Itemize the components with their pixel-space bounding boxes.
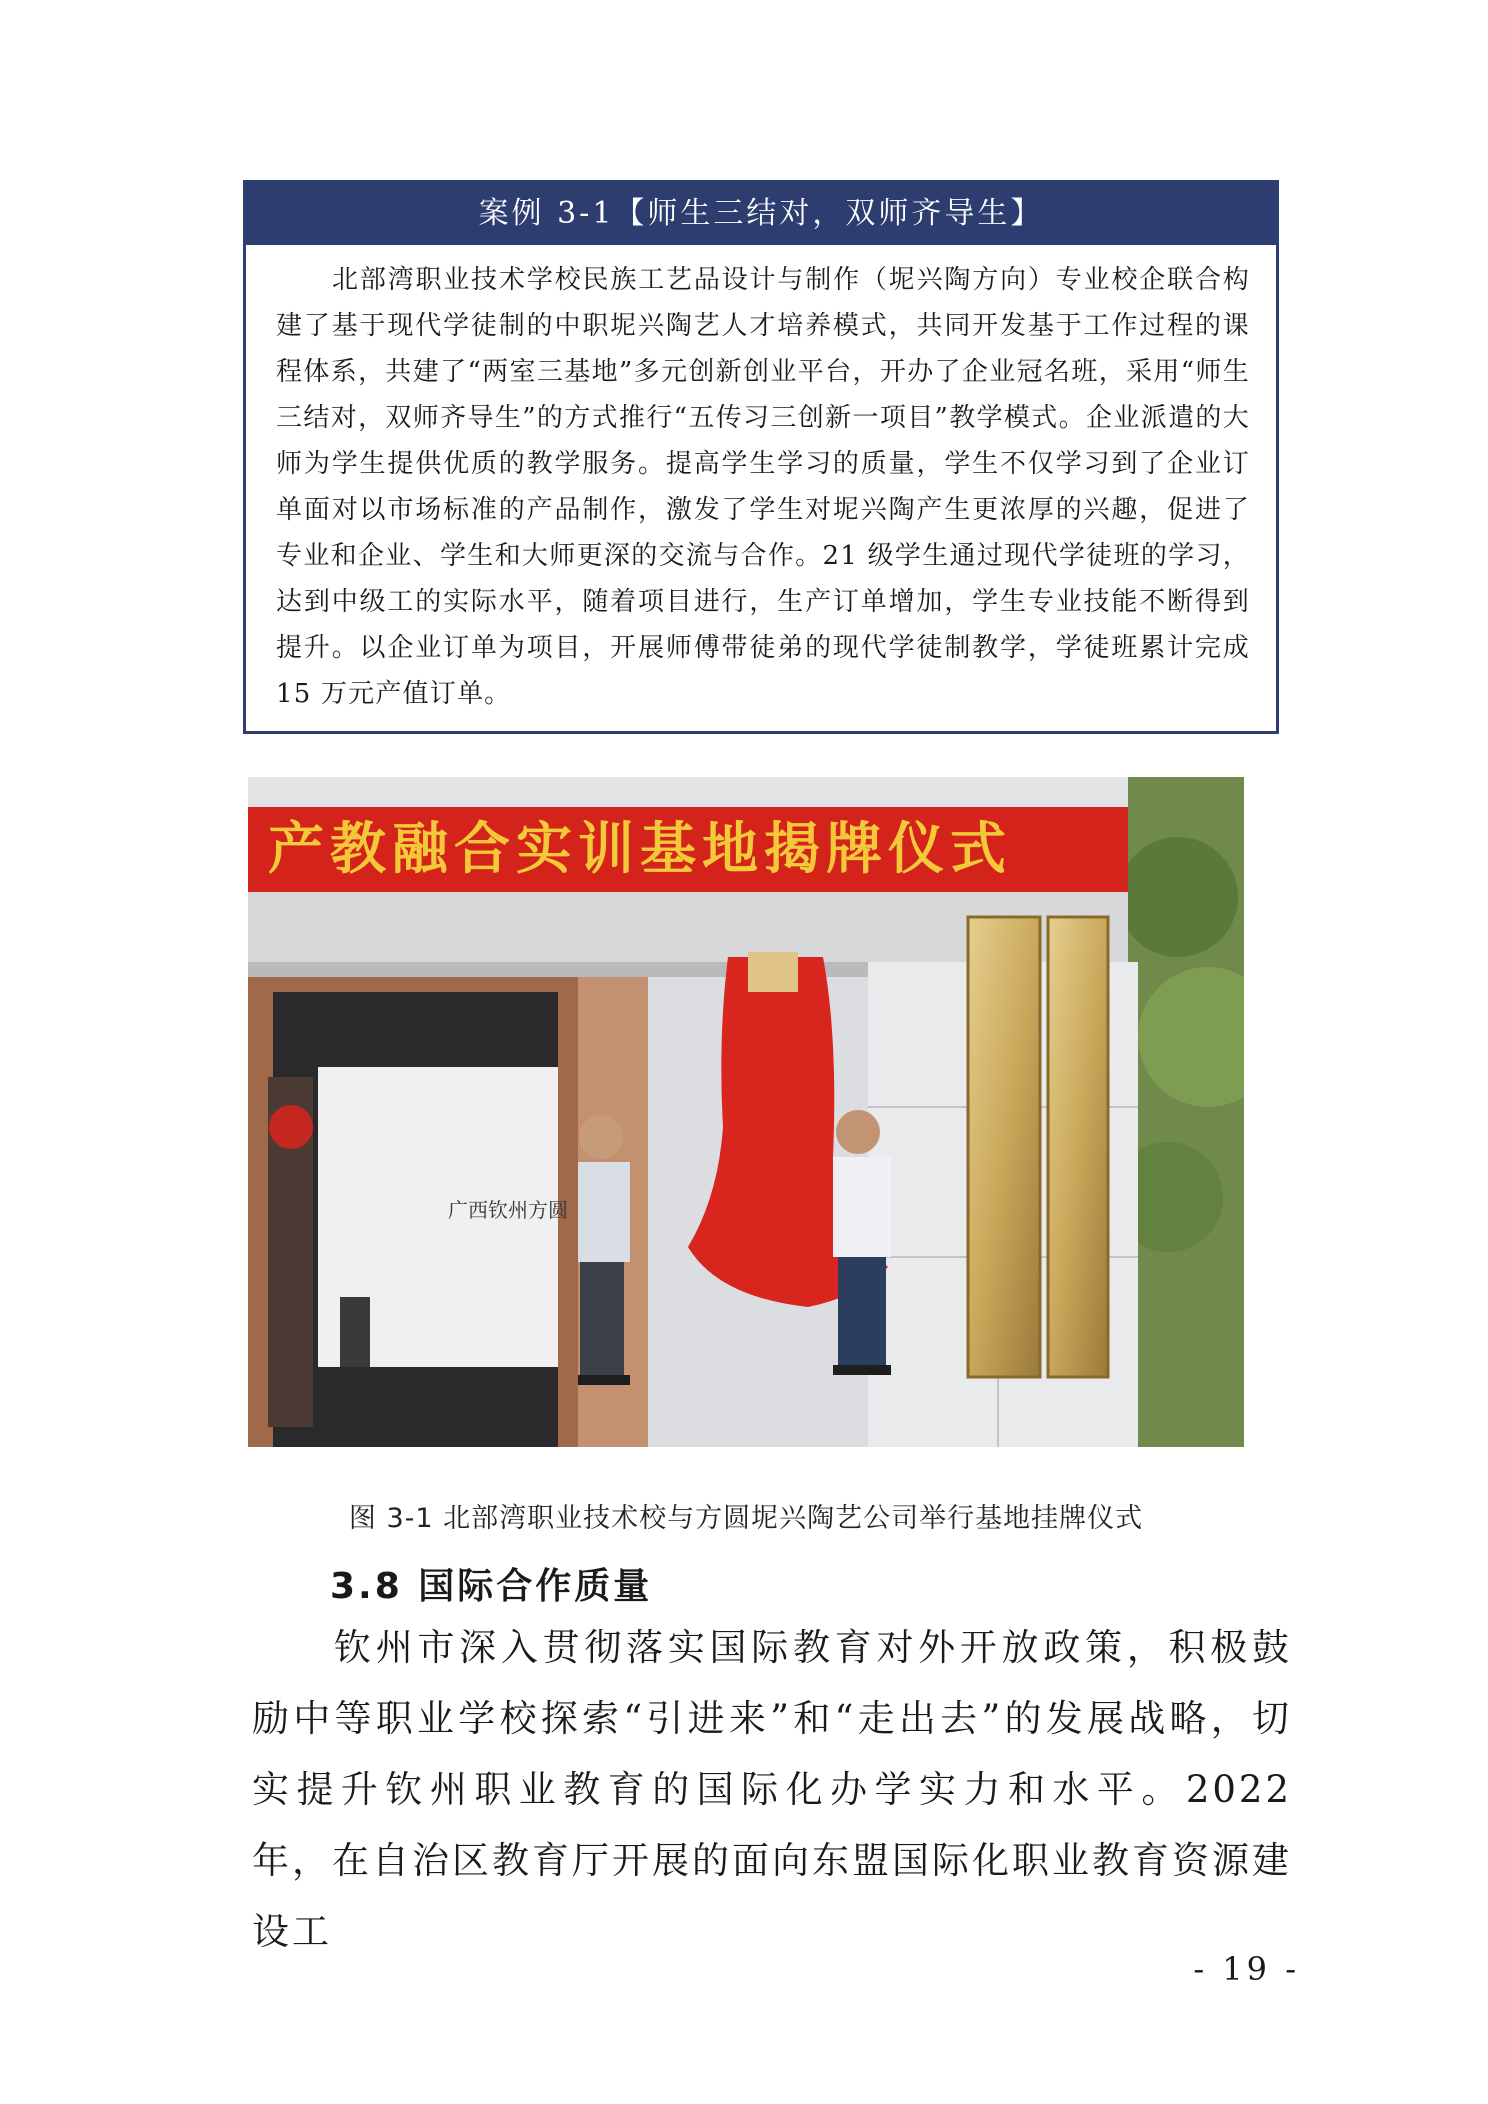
case-study-box [243,180,1279,734]
page-number: - 19 - [1193,1950,1300,1988]
case-study-paragraph: 北部湾职业技术学校民族工艺品设计与制作（坭兴陶方向）专业校企联合构建了基于现代学徒制的中职坭兴陶艺人才培养模式，共同开发基于工作过程的课程体系，共建了“两室三基地”多元创新创业平台，开办了企业冠名班，采用“师生三结对，双师齐导生”的方式推行“五传习三创新一项目”教学模式。企业派遣的大师为学生提供优质的教学服务。提高学生学习的质量，学生不仅学习到了企业订单面对以市场标准的产品制作，激发了学生对坭兴陶产生更浓厚的兴趣，促进了专业和企业、学生和大师更深的交流与合作。21 级学生通过现代学徒班的学习，达到中级工的实际水平，随着项目进行，生产订单增加，学生专业技能不断得到提升。以企业订单为项目，开展师傅带徒弟的现代学徒制教学，学徒班累计完成 15 万元产值订单。 [276,265,1250,709]
banner-text: 产教融合实训基地揭牌仪式 [268,817,1012,882]
ceremony-photo [248,777,1244,1447]
section-heading: 3.8 国际合作质量 [330,1566,653,1607]
figure-caption: 图 3-1 北部湾职业技术校与方圆坭兴陶艺公司举行基地挂牌仪式 [348,1503,1144,1534]
company-plaque [968,917,1040,1377]
party-branch-plaque [1048,917,1108,1377]
section-paragraph: 钦州市深入贯彻落实国际教育对外开放政策，积极鼓励中等职业学校探索“引进来”和“走出去”的发展战略，切实提升钦州职业教育的国际化办学实力和水平。2022 年，在自治区教育厅开展的面向东盟国际化职业教育资源建设工 [252,1626,1292,1953]
interior-sign: 广西钦州方圆 [448,1198,568,1222]
case-study-title: 案例 3-1【师生三结对，双师齐导生】 [246,183,1276,245]
